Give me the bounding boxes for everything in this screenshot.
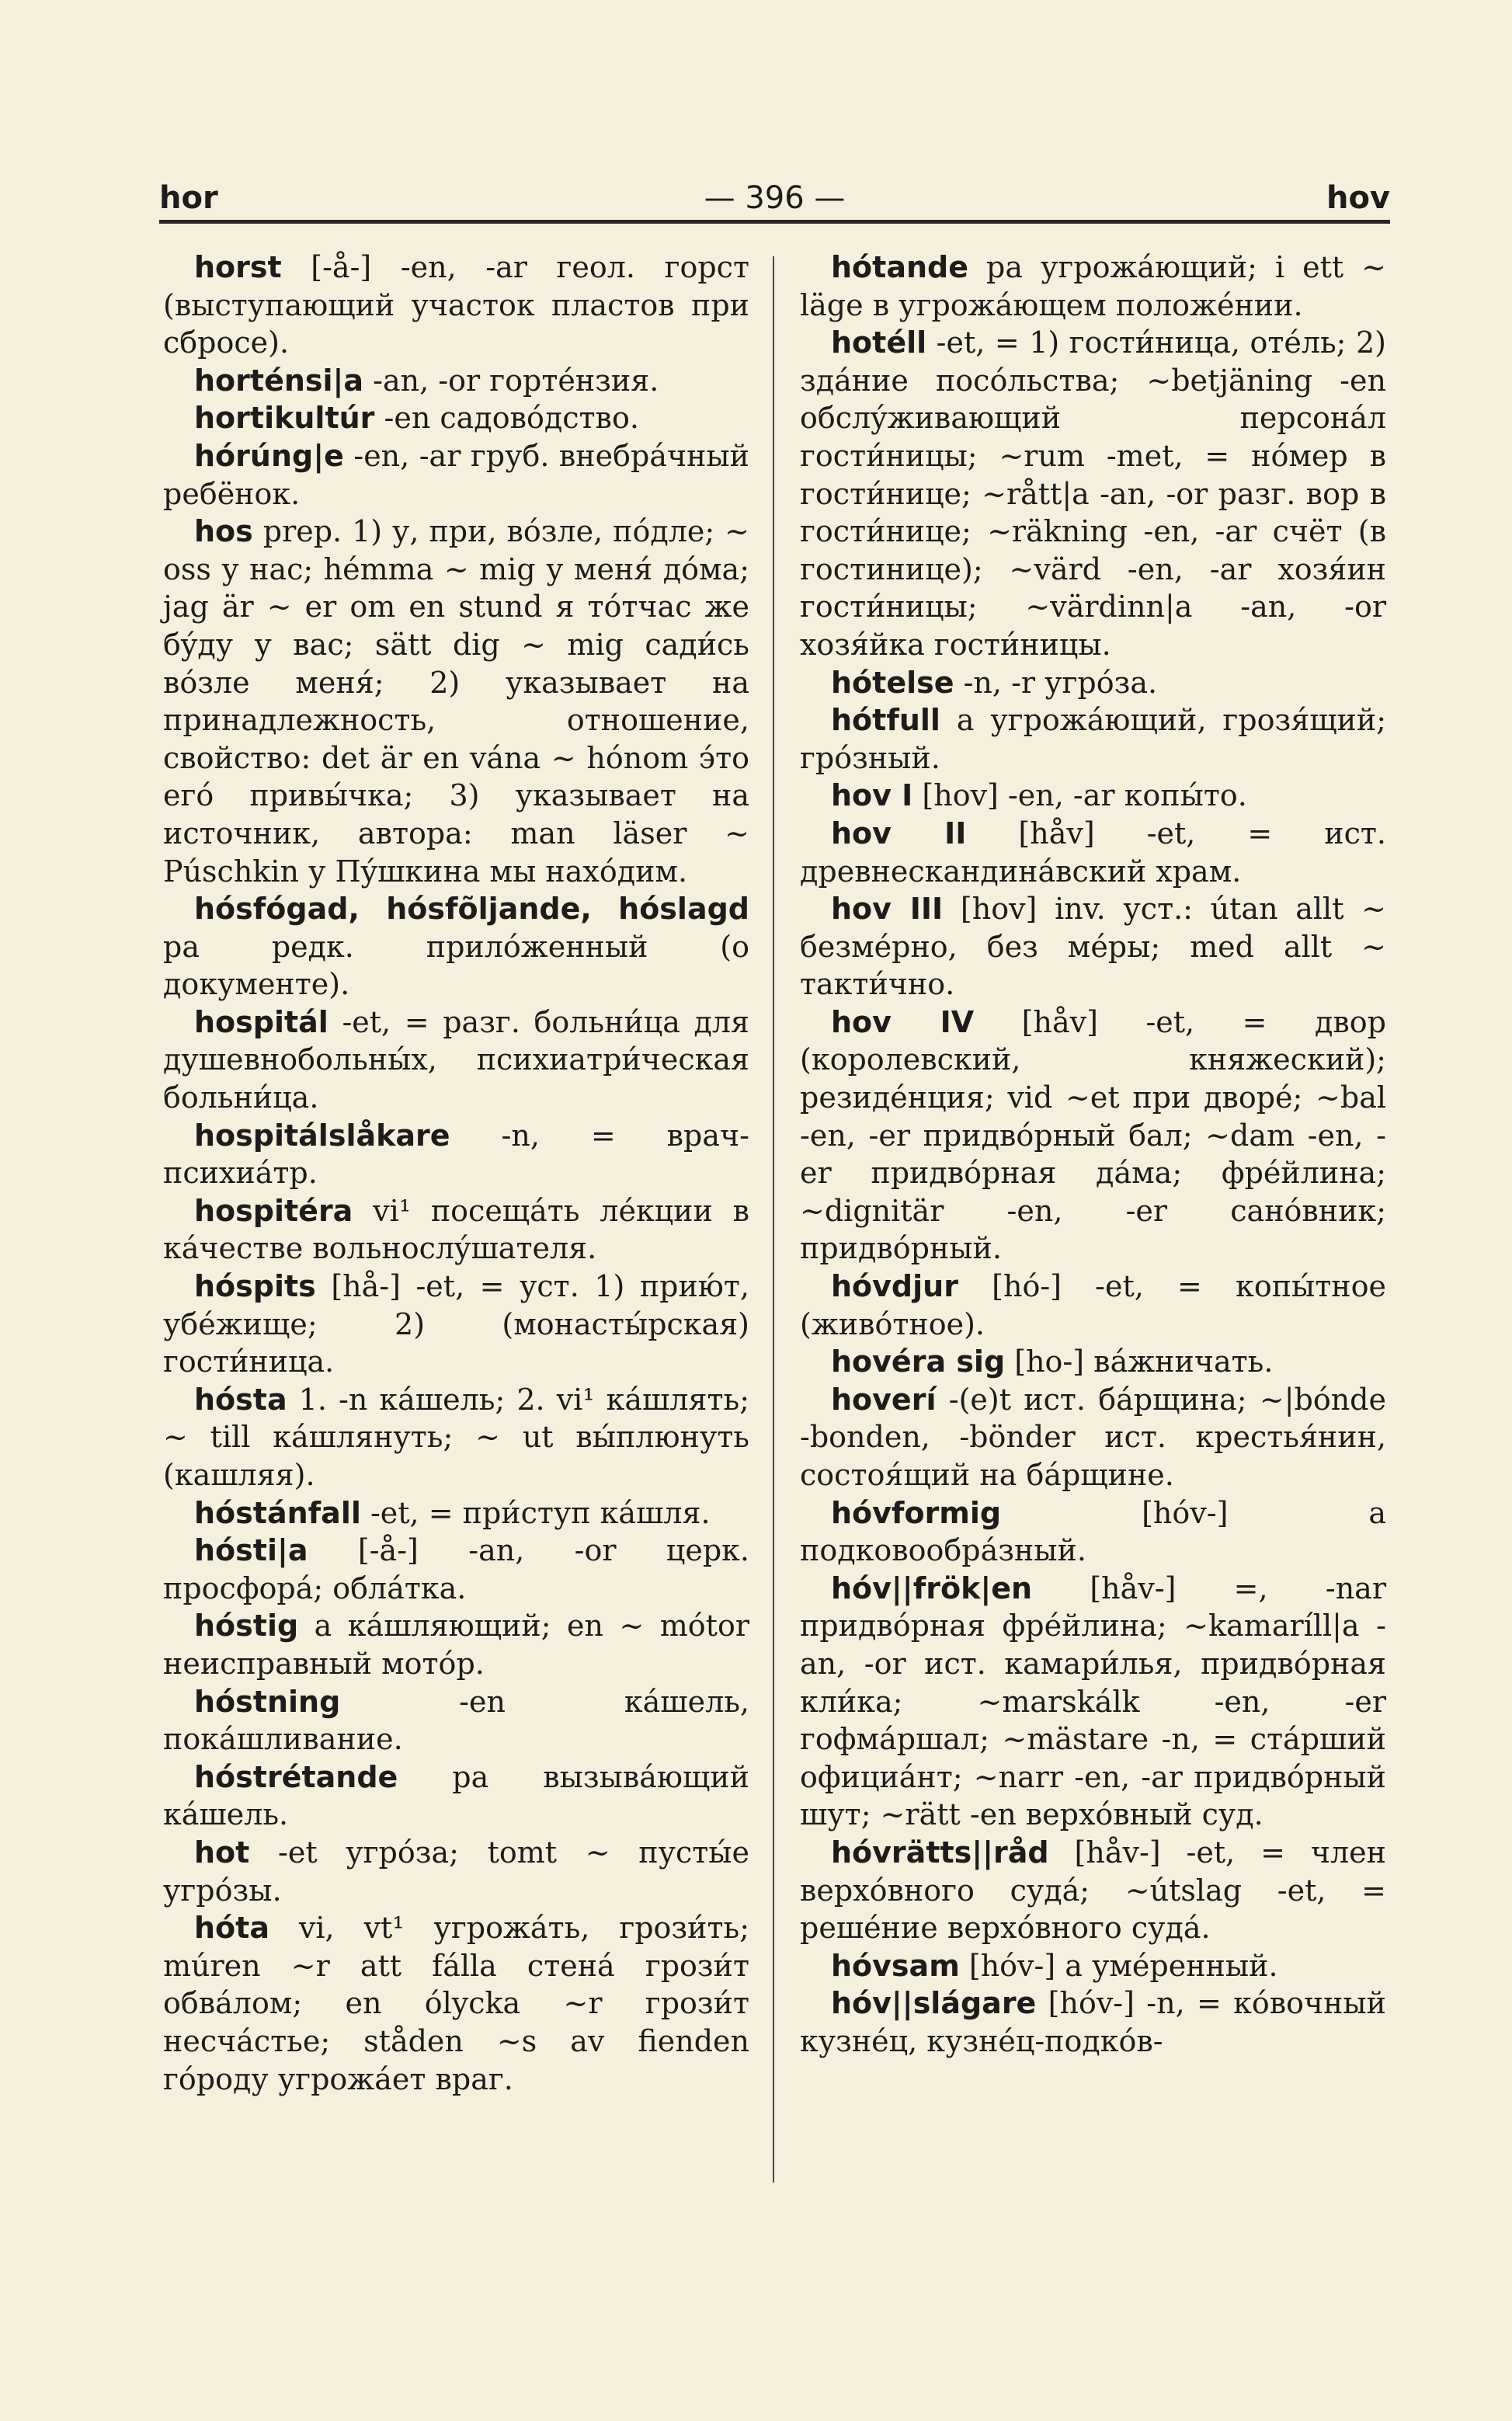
entry-headword: hósfógad, hósfõljande, hóslagd [194, 892, 749, 927]
dictionary-entry [800, 249, 1386, 324]
entry-headword: hov II [831, 816, 967, 850]
entry-definition: [håv] -et, = двор (королевский, княжеский); резидéнция; vid ~et при дворé; ~bal -en, -er придвóрный бал; ~dam -en, -er придвóрная дáма; фрéйлина; ~dignitär -en, -er санóвник; придвóрный. [800, 1004, 1386, 1266]
entry-headword: hospitál [194, 1004, 328, 1039]
dictionary-entry [800, 1570, 1386, 1834]
entry-definition: -et угрóза; tomt ~ пусты́е угрóзы. [163, 1835, 749, 1908]
entry-headword: horst [194, 250, 282, 284]
page-number: — 396 — [704, 180, 846, 216]
entry-headword: hos [194, 514, 253, 549]
entry-definition: vi, vt¹ угрожáть, грози́ть; múren ~r att fálla стенá грози́т обвáлом; en ólycka ~r грози́т несчáстье; ståden ~s av fienden гóроду угрожáет враг. [163, 1911, 749, 2096]
dictionary-entry [163, 362, 749, 400]
right-column [800, 249, 1386, 2061]
dictionary-entry [800, 1834, 1386, 1947]
entry-headword: hov I [831, 778, 913, 813]
entry-headword: hospitéra [194, 1193, 353, 1228]
entry-headword: hóspits [194, 1269, 316, 1304]
dictionary-entry [800, 1947, 1386, 1985]
header-right-word: hov [1326, 180, 1390, 216]
entry-definition: -(e)t ист. бáрщина; ~|bónde -bonden, -bönder ист. крестья́нин, состоя́щий на бáрщине. [800, 1382, 1386, 1492]
entry-definition: a кáшляющий; en ~ mótor неисправный мотóр. [163, 1609, 749, 1681]
entry-headword: hóstig [194, 1609, 299, 1644]
entry-headword: hótelse [831, 665, 954, 700]
dictionary-entry [163, 1607, 749, 1682]
entry-definition: [ho-] вáжничать. [1005, 1344, 1274, 1379]
dictionary-entry [163, 1117, 749, 1192]
entry-headword: hóvsam [831, 1948, 960, 1983]
entry-definition: vi¹ посещáть лéкции в кáчестве вольнослýшателя. [163, 1193, 749, 1266]
dictionary-entry [163, 1532, 749, 1607]
entry-headword: hóv||frök|en [831, 1571, 1033, 1605]
entry-definition: pa угрожáющий; i ett ~ läge в угрожáющем положéнии. [800, 250, 1386, 322]
dictionary-entry [163, 1004, 749, 1117]
entry-headword: hóstánfall [194, 1495, 361, 1530]
entry-definition: -en кáшель, покáшливание. [163, 1684, 749, 1757]
entry-definition: prep. 1) у, при, вóзле, пóдле; ~ oss у нас; hémma ~ mig у меня́ дóма; jag är ~ er om en stund я тóтчас же бýду у вас; sätt dig ~ mig сади́сь вóзле меня́; 2) указывает на принадлежность, отношение, свойство: det är en vána ~ hónom э́то егó привы́чка; 3) указывает на источник, автора: man läser ~ Púschkin у Пýшкина мы нахóдим. [163, 514, 749, 889]
entry-headword: hórúng|e [194, 438, 344, 473]
entry-definition: [hóv-] -n, = кóвочный кузнéц, кузнéц-подкóв- [800, 1986, 1386, 2058]
dictionary-entry [163, 1268, 749, 1381]
entry-definition: [hov] -en, -ar копы́то. [912, 778, 1247, 813]
dictionary-entry [163, 890, 749, 1004]
entry-definition: [-å-] -en, -ar геол. горст (выступающий участок пластов при сбросе). [163, 250, 749, 360]
entry-definition: -et, = разг. больни́ца для душевнобольны́х, психиатри́ческая больни́ца. [163, 1004, 749, 1115]
entry-headword: hotéll [831, 325, 927, 360]
entry-headword: hóvformig [831, 1495, 1002, 1530]
entry-headword: hósta [194, 1382, 287, 1417]
dictionary-entry [800, 1268, 1386, 1343]
dictionary-entry [163, 1381, 749, 1494]
entry-headword: hóv||slágare [831, 1986, 1037, 2021]
entry-headword: hóstrétande [194, 1759, 398, 1794]
entry-definition: -an, -or гортéнзия. [363, 363, 659, 398]
header-left-word: hor [159, 180, 218, 216]
entry-definition: -et, = 1) гости́ница, отéль; 2) здáние посóльства; ~betjäning -en обслýживающий персонáл гости́ницы; ~rum -met, = нóмер в гости́нице; ~rått|a -an, -or разг. вор в гости́нице; ~räkning -en, -ar счёт (в гостинице); ~värd -en, -ar хозя́ин гости́ницы; ~värdinn|a -an, -or хозя́йка гости́ницы. [800, 325, 1386, 662]
entry-definition: 1. -n кáшель; 2. vi¹ кáшлять; ~ till кáшлянуть; ~ ut вы́плюнуть (кашляя). [163, 1382, 749, 1492]
dictionary-entry [800, 1004, 1386, 1268]
dictionary-entry [800, 1343, 1386, 1381]
entry-headword: hóstning [194, 1684, 341, 1719]
entry-definition: -n, = врач-психиáтр. [163, 1118, 749, 1191]
header-rule [159, 220, 1390, 224]
dictionary-entry [800, 1494, 1386, 1570]
dictionary-entry [800, 890, 1386, 1004]
dictionary-entry [800, 324, 1386, 663]
dictionary-entry [800, 701, 1386, 777]
dictionary-entry [800, 777, 1386, 815]
entry-definition: [håv] -et, = ист. древнескандинáвский храм. [800, 816, 1386, 889]
entry-headword: hov III [831, 892, 944, 927]
entry-definition: [hóv-] a подковообрáзный. [800, 1495, 1386, 1568]
entry-headword: hovéra sig [831, 1344, 1006, 1379]
entry-definition: [hov] inv. уст.: útan allt ~ безмéрно, без мéры; med allt ~ такти́чно. [800, 892, 1386, 1002]
entry-definition: [hó-] -et, = копы́тное (живóтное). [800, 1269, 1386, 1341]
entry-definition: -en садовóдство. [374, 401, 639, 436]
entry-definition: pa вызывáющий кáшель. [163, 1759, 749, 1832]
dictionary-entry [163, 1683, 749, 1758]
entry-headword: hóvrätts||råd [831, 1835, 1049, 1870]
dictionary-entry [800, 815, 1386, 890]
dictionary-entry [163, 1192, 749, 1268]
dictionary-entry [163, 1494, 749, 1532]
dictionary-entry [163, 437, 749, 513]
entry-definition: -n, -r угрóза. [954, 665, 1158, 700]
dictionary-entry [163, 1834, 749, 1909]
entry-definition: -et, = при́ступ кáшля. [360, 1495, 711, 1530]
entry-headword: hótande [831, 250, 968, 284]
dictionary-entry [800, 664, 1386, 702]
entry-definition: pa редк. прилóженный (о документе). [163, 929, 749, 1002]
entry-headword: hortikultúr [194, 401, 375, 436]
entry-definition: [håv-] =, -nar придвóрная фрéйлина; ~kamaríll|a -an, -or ист. камари́лья, придвóрная кли́ка; ~marskálk -en, -er гофмáршал; ~mästare -n, = стáрший официáнт; ~narr -en, -ar придвóрный шут; ~rätt -en верхóвный суд. [800, 1571, 1386, 1832]
entry-definition: [hå-] -et, = уст. 1) прию́т, убéжище; 2) (монасты́рская) гости́ница. [163, 1269, 749, 1379]
entry-definition: [-å-] -an, -or церк. просфорá; облáтка. [163, 1533, 749, 1605]
entry-headword: horténsi|a [194, 363, 364, 398]
entry-definition: [håv-] -et, = член верхóвного судá; ~útslag -et, = решéние верхóвного судá. [800, 1835, 1386, 1946]
dictionary-entry [800, 1381, 1386, 1494]
dictionary-entry [163, 249, 749, 362]
column-divider [773, 256, 774, 2183]
entry-headword: hósti|a [194, 1533, 308, 1568]
entry-headword: hótfull [831, 703, 940, 738]
dictionary-entry [163, 399, 749, 437]
entry-headword: hospitálslåkare [194, 1118, 450, 1153]
dictionary-entry [163, 513, 749, 890]
dictionary-entry [800, 1984, 1386, 2060]
dictionary-entry [163, 1758, 749, 1834]
page-header [159, 172, 1390, 227]
entry-headword: hoverí [831, 1382, 937, 1417]
entry-definition: -en, -ar груб. внебрáчный ребёнок. [163, 438, 749, 511]
entry-definition: a угрожáющий, грозя́щий; грóзный. [800, 703, 1386, 775]
entry-headword: hov IV [831, 1004, 975, 1039]
entry-headword: hóta [194, 1911, 269, 1946]
entry-definition: [hóv-] a умéренный. [959, 1948, 1278, 1983]
left-column [163, 249, 749, 2098]
entry-headword: hot [194, 1835, 250, 1870]
dictionary-entry [163, 1909, 749, 2098]
entry-headword: hóvdjur [831, 1269, 958, 1304]
